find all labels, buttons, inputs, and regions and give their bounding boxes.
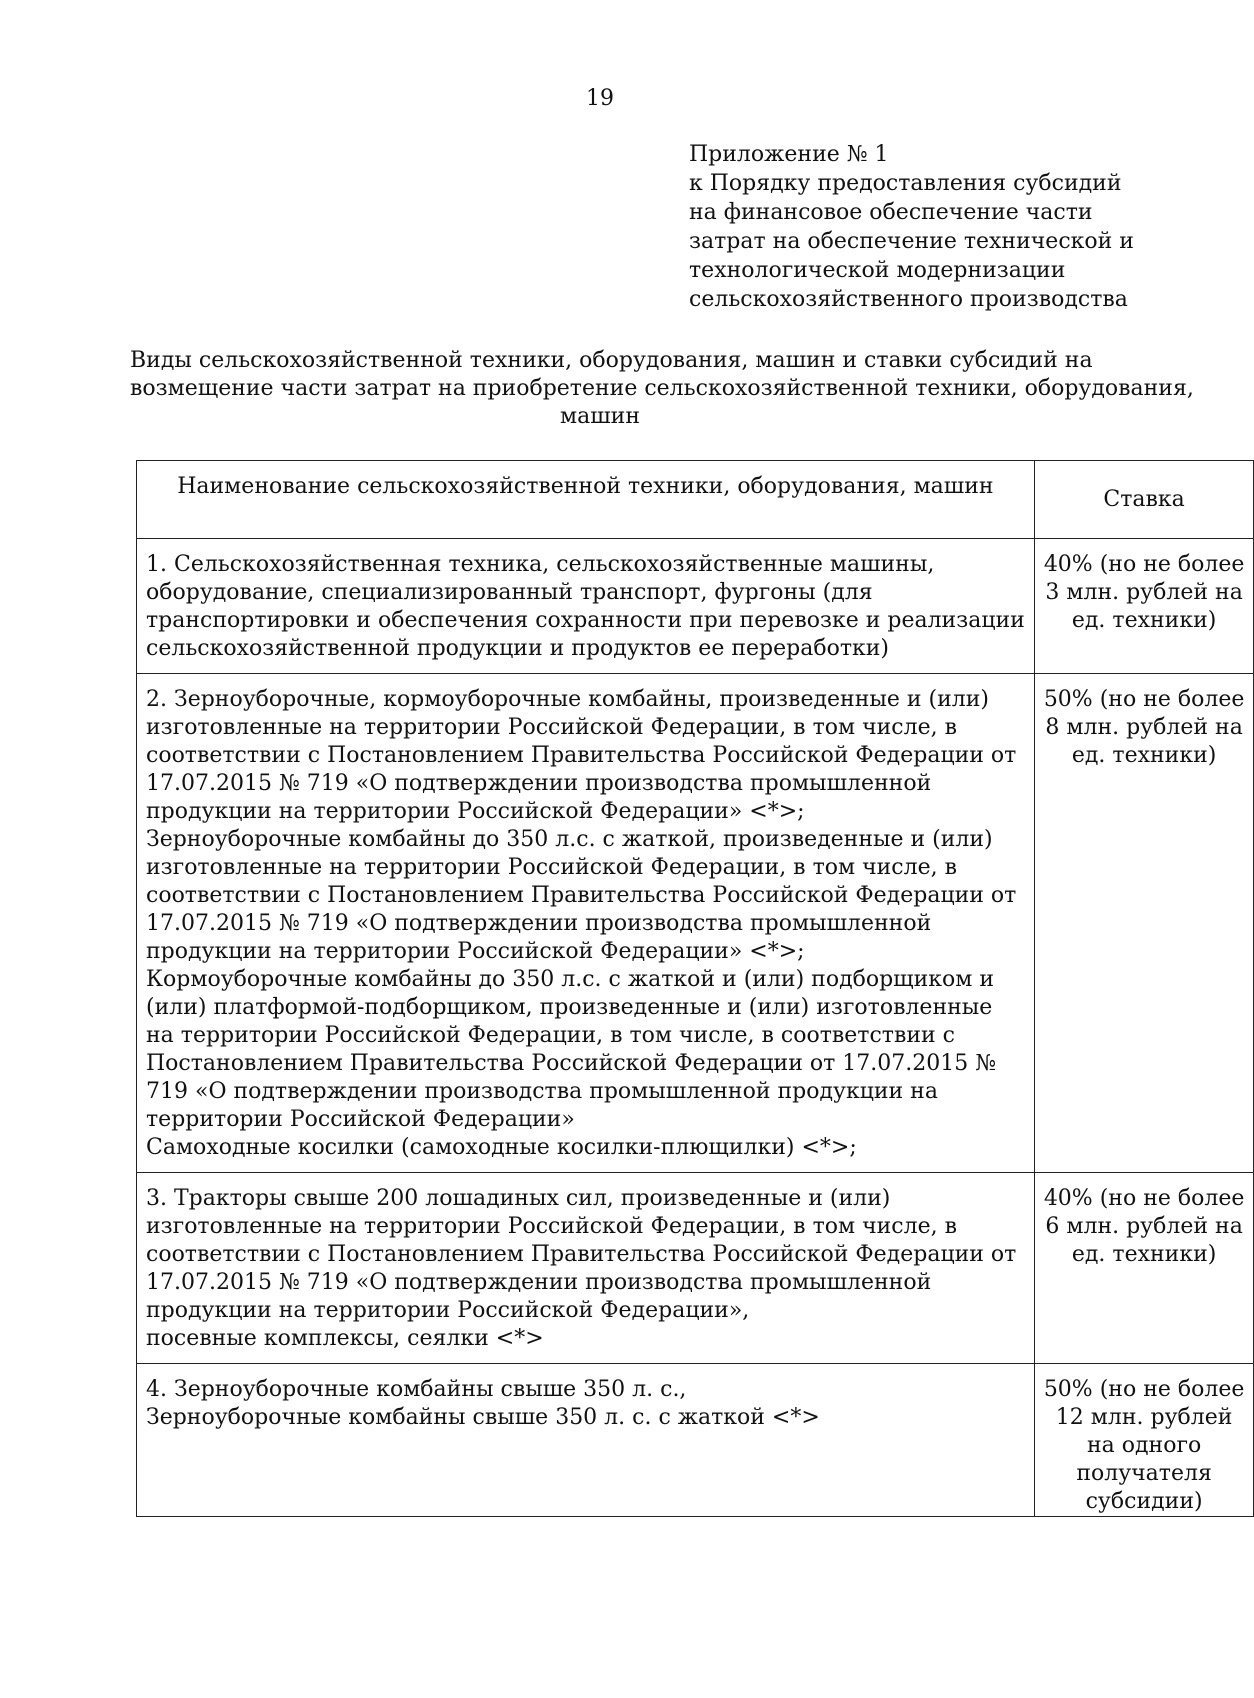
cell-line: Кормоуборочные комбайны до 350 л.с. с жаткой и (или) подборщиком и <box>146 967 995 992</box>
cell-line: 4. Зерноуборочные комбайны свыше 350 л. с., <box>146 1377 687 1402</box>
equipment-name-cell <box>137 1173 1035 1364</box>
rate-cell <box>1034 1364 1254 1517</box>
appendix-line: сельскохозяйственного производства <box>689 287 1128 312</box>
title-line: машин <box>559 404 640 429</box>
cell-line: Зерноуборочные комбайны свыше 350 л. с. с жаткой <*> <box>146 1405 820 1430</box>
appendix-line: Приложение № 1 <box>689 142 889 167</box>
cell-line: Постановлением Правительства Российской Федерации от 17.07.2015 № <box>146 1051 997 1076</box>
rate-line: 50% (но не более <box>1043 1377 1245 1402</box>
rate-cell <box>1034 674 1254 1173</box>
cell-line: 2. Зерноуборочные, кормоуборочные комбайны, произведенные и (или) <box>146 687 990 712</box>
rate-line: 40% (но не более <box>1043 1186 1245 1211</box>
rate-line: 6 млн. рублей на <box>1045 1214 1243 1239</box>
table-row <box>137 1173 1254 1364</box>
appendix-header <box>689 140 1169 314</box>
cell-line: продукции на территории Российской Федерации», <box>146 1298 750 1323</box>
rate-line: ед. техники) <box>1071 743 1217 768</box>
table-header-row <box>137 461 1254 539</box>
cell-line: Зерноуборочные комбайны до 350 л.с. с жаткой, произведенные и (или) <box>146 827 993 852</box>
subsidy-rates-table <box>136 460 1254 1517</box>
rate-cell <box>1034 1173 1254 1364</box>
appendix-line: технологической модернизации <box>689 258 1066 283</box>
equipment-name-cell <box>137 1364 1035 1517</box>
cell-line: 1. Сельскохозяйственная техника, сельскохозяйственные машины, <box>146 552 935 577</box>
cell-line: 3. Тракторы свыше 200 лошадиных сил, произведенные и (или) <box>146 1186 891 1211</box>
cell-line: соответствии с Постановлением Правительства Российской Федерации от <box>146 1242 1017 1267</box>
rate-line: 3 млн. рублей на <box>1045 580 1243 605</box>
cell-line: продукции на территории Российской Федерации» <*>; <box>146 939 805 964</box>
cell-line: на территории Российской Федерации, в том числе, в соответствии с <box>146 1023 955 1048</box>
rate-line: 8 млн. рублей на <box>1045 715 1243 740</box>
header-name: Наименование сельскохозяйственной техники, оборудования, машин <box>137 461 1035 539</box>
table-row <box>137 539 1254 674</box>
equipment-name-cell <box>137 539 1035 674</box>
appendix-line: на финансовое обеспечение части <box>689 200 1093 225</box>
appendix-line: к Порядку предоставления субсидий <box>689 171 1122 196</box>
table-row <box>137 674 1254 1173</box>
rate-line: 50% (но не более <box>1043 687 1245 712</box>
equipment-name-cell <box>137 674 1035 1173</box>
rate-line: 12 млн. рублей <box>1055 1405 1233 1430</box>
cell-line: изготовленные на территории Российской Федерации, в том числе, в <box>146 715 957 740</box>
cell-line: 17.07.2015 № 719 «О подтверждении производства промышленной <box>146 771 932 796</box>
cell-line: 17.07.2015 № 719 «О подтверждении производства промышленной <box>146 1270 932 1295</box>
rate-line: получателя <box>1076 1461 1212 1486</box>
rate-line: 40% (но не более <box>1043 552 1245 577</box>
title-line: Виды сельскохозяйственной техники, оборудования, машин и ставки субсидий на <box>130 348 1093 373</box>
cell-line: посевные комплексы, сеялки <*> <box>146 1326 544 1351</box>
appendix-line: затрат на обеспечение технической и <box>689 229 1134 254</box>
cell-line: изготовленные на территории Российской Федерации, в том числе, в <box>146 855 957 880</box>
header-rate: Ставка <box>1034 461 1254 539</box>
table-row <box>137 1364 1254 1517</box>
cell-line: сельскохозяйственной продукции и продуктов ее переработки) <box>146 636 889 661</box>
cell-line: соответствии с Постановлением Правительства Российской Федерации от <box>146 883 1017 908</box>
cell-line: территории Российской Федерации» <box>146 1107 575 1132</box>
title-line: возмещение части затрат на приобретение сельскохозяйственной техники, оборудования, <box>130 376 1194 401</box>
page-number: 19 <box>586 86 614 111</box>
cell-line: (или) платформой-подборщиком, произведенные и (или) изготовленные <box>146 995 993 1020</box>
cell-line: транспортировки и обеспечения сохранности при перевозке и реализации <box>146 608 1025 633</box>
cell-line: Самоходные косилки (самоходные косилки-плющилки) <*>; <box>146 1135 857 1160</box>
cell-line: продукции на территории Российской Федерации» <*>; <box>146 799 805 824</box>
cell-line: оборудование, специализированный транспорт, фургоны (для <box>146 580 873 605</box>
cell-line: изготовленные на территории Российской Федерации, в том числе, в <box>146 1214 957 1239</box>
cell-line: 719 «О подтверждении производства промышленной продукции на <box>146 1079 938 1104</box>
rate-cell <box>1034 539 1254 674</box>
document-title <box>130 347 1194 431</box>
cell-line: 17.07.2015 № 719 «О подтверждении производства промышленной <box>146 911 932 936</box>
rate-line: на одного <box>1086 1433 1202 1458</box>
rate-line: субсидии) <box>1085 1489 1203 1514</box>
rate-line: ед. техники) <box>1071 608 1217 633</box>
cell-line: соответствии с Постановлением Правительства Российской Федерации от <box>146 743 1017 768</box>
rate-line: ед. техники) <box>1071 1242 1217 1267</box>
